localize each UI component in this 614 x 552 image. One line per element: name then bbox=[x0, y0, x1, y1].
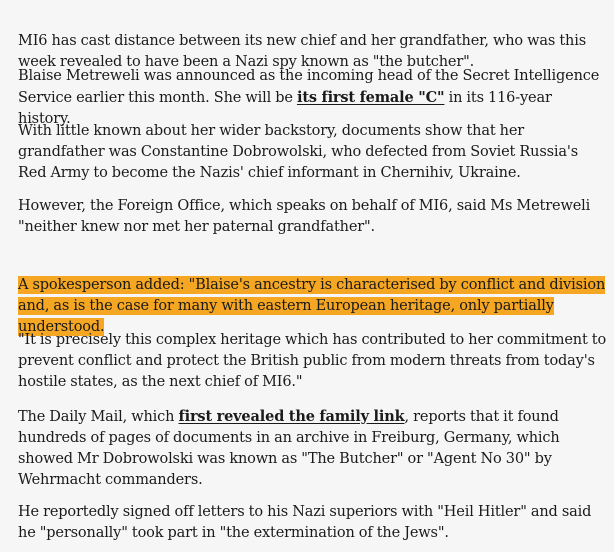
paragraph-heritage-quote: "It is precisely this complex heritage which has contributed to her commitment to prevent conflict and protect the British public from modern threats from today's hostile states, as the next chief of MI6." bbox=[18, 332, 607, 390]
paragraph-text: in its 116-year history. bbox=[18, 90, 552, 127]
paragraph-text: , reports that it found hundreds of pages of documents in an archive in Freiburg, Germany, which showed Mr Dobrowolski was known as "The Butcher" or "Agent No 30" by Wehrmacht commanders. bbox=[18, 409, 560, 488]
paragraph-text: Blaise Metreweli was announced as the incoming head of the Secret Intelligence Service earlier this month. She will be bbox=[18, 68, 600, 106]
paragraph-spokesperson bbox=[18, 275, 608, 338]
paragraph-letters: He reportedly signed off letters to his Nazi superiors with "Heil Hitler" and said he "personally" took part in "the extermination of the Jews". bbox=[18, 504, 592, 541]
paragraph-foreign-office: However, the Foreign Office, which speaks on behalf of MI6, said Ms Metreweli "neither knew nor met her paternal grandfather". bbox=[18, 198, 591, 235]
paragraph-backstory: With little known about her wider backstory, documents show that her grandfather was Constantine Dobrowolski, who defected from Soviet Russia's Red Army to become the Nazis' chief informant in Chernihiv, Ukraine. bbox=[18, 123, 579, 181]
paragraph-intro: MI6 has cast distance between its new chief and her grandfather, who was this week revealed to have been a Nazi spy known as "the butcher". bbox=[18, 33, 587, 70]
family-link-link[interactable]: first revealed the family link bbox=[178, 408, 405, 425]
paragraph-text: The Daily Mail, which bbox=[18, 409, 179, 425]
highlighted-quote: A spokesperson added: "Blaise's ancestry is characterised by conflict and division and, as is the case for many with eastern European heritage, only partially understood. bbox=[18, 277, 606, 335]
paragraph-daily-mail bbox=[18, 406, 608, 491]
first-female-c-link[interactable]: its first female "C" bbox=[296, 89, 445, 106]
